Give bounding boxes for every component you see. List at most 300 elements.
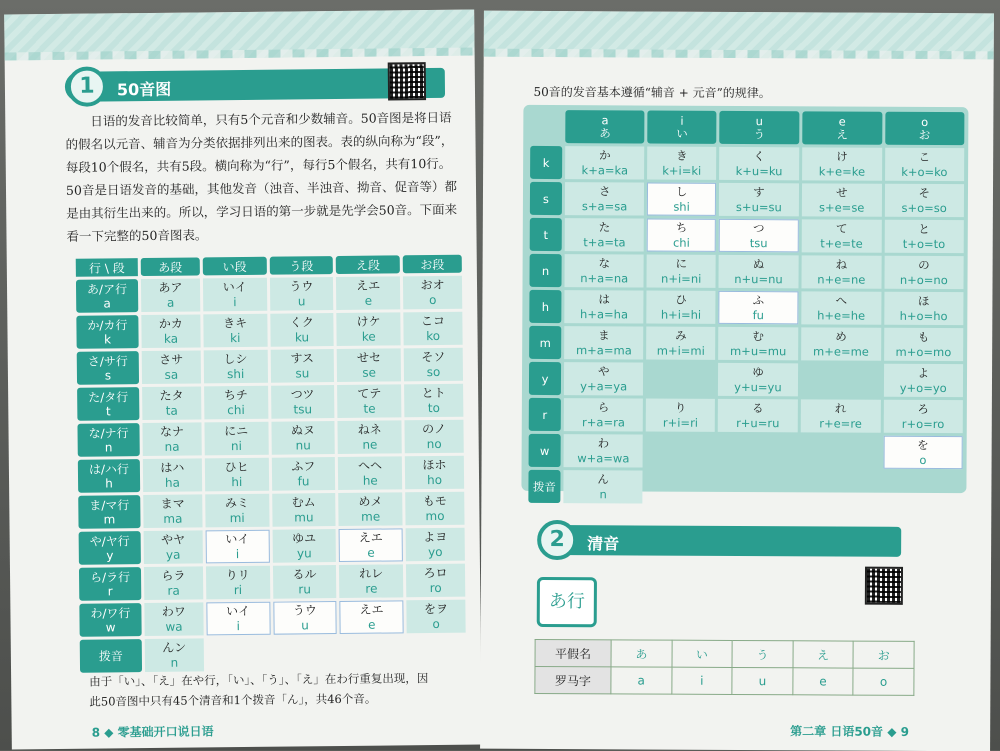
paragraph-line: 是由其衍生出来的。所以，学习日语的第一步就是先学会50音。下面来 — [66, 201, 458, 221]
kana-text: にニ — [224, 423, 249, 438]
table-row — [77, 348, 463, 385]
top-band — [484, 11, 994, 60]
kana-cell — [404, 384, 463, 418]
kana-text: な — [598, 255, 611, 270]
kana-cell — [339, 492, 403, 526]
paragraph-line: 日语的发音比较简单，只有5个元音和少数辅音。50音图是将日语 — [90, 109, 452, 129]
kana-text: す — [753, 184, 765, 199]
romaji-text: u — [301, 617, 309, 632]
kana-text: もモ — [422, 493, 447, 508]
kana-cell — [564, 290, 644, 323]
kana-cell — [144, 602, 203, 636]
romaji-text: e — [367, 545, 375, 560]
kana-cell — [802, 255, 882, 288]
value-cell: お — [853, 641, 914, 668]
romaji-formula: s+u=su — [735, 199, 782, 214]
vowel-kana: い — [676, 126, 688, 141]
romaji-formula: m+o=mo — [895, 344, 952, 359]
romaji-text: no — [426, 436, 442, 451]
kana-text: まマ — [160, 496, 185, 511]
romaji-text: chi — [227, 402, 245, 417]
romaji-formula: shi — [673, 199, 690, 214]
row-header-consonant: a — [103, 295, 111, 310]
consonant-header: t — [530, 218, 562, 251]
row-header-label: や/ヤ行 — [89, 533, 130, 549]
kana-text: て — [835, 221, 848, 236]
romaji-text: re — [365, 581, 378, 596]
kana-cell — [203, 314, 267, 348]
table-row — [79, 528, 465, 565]
vowel-kana: お — [918, 127, 931, 142]
footnote-line: 由于「い」、「え」在や行，「い」、「う」、「え」在わ行重复出现，因 — [89, 671, 429, 689]
romaji-text: te — [363, 401, 376, 416]
table-row — [79, 600, 465, 637]
romaji-text: a — [166, 295, 175, 310]
kana-text: えエ — [359, 602, 384, 617]
kana-cell — [564, 434, 644, 467]
kana-text: のノ — [421, 421, 447, 436]
qr-code-icon[interactable] — [388, 62, 426, 100]
row-header-label: た/タ行 — [88, 389, 129, 405]
romaji-text: ki — [230, 330, 241, 345]
value-cell: a — [611, 667, 672, 694]
kana-cell — [270, 277, 334, 311]
row-header-consonant: w — [105, 619, 116, 634]
romaji-text: ku — [294, 329, 310, 344]
romaji-text: se — [362, 365, 377, 380]
romaji-text: ha — [164, 475, 181, 490]
kana-text: か — [599, 147, 611, 162]
kana-cell — [205, 494, 269, 528]
row-header-label: ら/ラ行 — [89, 569, 131, 585]
kana-text: せセ — [356, 350, 382, 365]
romaji-text: mi — [229, 510, 245, 525]
kana-cell — [405, 420, 464, 454]
kana-cell — [884, 292, 964, 325]
paragraph-line: 50音是日语发音的基础，其他发音（浊音、半浊音、拗音、促音等）都 — [65, 178, 457, 198]
kana-cell — [647, 183, 716, 216]
value-cell: え — [793, 641, 854, 668]
left-page — [4, 10, 482, 750]
section-number: 1 — [67, 66, 107, 106]
kana-cell — [719, 147, 799, 180]
section-title: 50音图 — [116, 79, 172, 100]
kana-text: んン — [162, 640, 187, 655]
kana-cell — [142, 386, 201, 420]
row-header — [79, 567, 141, 601]
romaji-text: mu — [294, 509, 314, 524]
row-header-label: は/ハ行 — [88, 461, 130, 477]
romaji-formula: fu — [752, 307, 765, 322]
kana-text: を — [917, 437, 929, 452]
romaji-formula: h+o=ho — [899, 308, 948, 323]
table-header-row — [530, 110, 964, 145]
romaji-text: ni — [230, 438, 242, 453]
table-row — [78, 456, 464, 493]
kana-cell — [884, 220, 964, 253]
vowel-header — [565, 110, 645, 143]
kana-cell — [718, 327, 798, 360]
row-header — [77, 387, 139, 421]
kana-cell — [406, 564, 465, 598]
row-header-consonant: h — [105, 475, 113, 490]
row-header-label: か/カ行 — [87, 317, 128, 333]
kana-cell — [647, 291, 716, 324]
kana-text: むム — [291, 494, 316, 509]
romaji-formula: m+a=ma — [575, 342, 632, 357]
romaji-text: ka — [163, 331, 179, 346]
kana-cell — [565, 182, 645, 215]
kana-cell — [144, 566, 203, 600]
kana-cell — [204, 386, 268, 420]
kana-cell — [647, 219, 716, 252]
intro-line: 50音的发音基本遵循“辅音 + 元音”的规律。 — [533, 84, 771, 101]
row-header-consonant: k — [104, 331, 112, 346]
kana-text: ん — [597, 471, 609, 486]
table-row — [76, 312, 462, 349]
kana-cell — [647, 327, 716, 360]
romaji-text: to — [427, 400, 440, 415]
row-header-consonant: t — [105, 403, 111, 418]
kana-text: くク — [289, 314, 314, 330]
kana-cell — [407, 636, 466, 670]
row-header — [80, 639, 142, 673]
romaji-formula: t+a=ta — [583, 234, 626, 249]
romaji-formula: t+e=te — [820, 235, 863, 251]
kana-text: や — [597, 363, 610, 378]
value-cell: e — [793, 668, 854, 695]
romaji-text: ne — [362, 437, 378, 452]
romaji-formula: r+i=ri — [662, 415, 699, 430]
kana-cell — [337, 384, 401, 418]
kana-text: とト — [421, 385, 446, 400]
kana-text: をヲ — [423, 601, 449, 616]
kana-cell — [143, 458, 202, 492]
romaji-formula: y+a=ya — [580, 378, 628, 393]
table-row — [77, 384, 463, 421]
romaji-text: tsu — [293, 401, 313, 416]
kana-cell — [563, 470, 643, 503]
row-header-label: 拨音 — [98, 648, 123, 664]
romaji-text: fu — [297, 473, 310, 488]
kana-cell — [802, 183, 882, 216]
romaji-text: mo — [425, 508, 445, 523]
kana-text: へヘ — [358, 458, 383, 473]
kana-text: たタ — [159, 388, 184, 403]
corner-cell — [530, 110, 562, 143]
kana-cell — [801, 291, 881, 324]
kana-text: た — [598, 219, 611, 234]
vowel-header — [885, 112, 965, 145]
kana-cell — [564, 254, 644, 287]
kana-text: め — [835, 329, 847, 344]
romaji-text: su — [295, 365, 310, 380]
table-row — [529, 434, 963, 469]
consonant-header: s — [530, 182, 562, 215]
kana-text: おオ — [420, 277, 445, 292]
kana-text: ぬ — [752, 256, 765, 271]
column-header: お段 — [403, 255, 462, 274]
romaji-text: ya — [165, 547, 181, 562]
romaji-formula: r+o=ro — [901, 416, 945, 431]
table-row — [78, 492, 464, 529]
right-page — [480, 11, 994, 751]
romaji-formula: r+e=re — [819, 415, 862, 431]
row-header-consonant: y — [106, 547, 114, 562]
footnote — [89, 668, 459, 712]
kana-cell — [717, 435, 797, 468]
kana-text: ひヒ — [224, 459, 249, 474]
vowel-kana: う — [753, 126, 766, 141]
kana-cell — [204, 422, 268, 456]
consonant-header: n — [529, 254, 561, 287]
row-header — [78, 495, 140, 529]
table-row — [530, 146, 964, 181]
kana-text: こコ — [420, 313, 446, 328]
romaji-formula: y+o=yo — [899, 380, 947, 395]
kana-text: け — [836, 149, 848, 164]
romaji-formula: h+i=hi — [660, 307, 702, 322]
consonant-vowel-table — [525, 107, 967, 508]
kana-cell — [141, 278, 200, 312]
table-row — [529, 254, 963, 289]
kana-cell — [801, 435, 881, 468]
kana-text: みミ — [224, 495, 250, 510]
kana-text: りリ — [225, 567, 250, 582]
kana-text: ち — [675, 220, 688, 235]
kana-cell — [273, 565, 337, 599]
kana-cell — [719, 183, 799, 216]
romaji-formula: h+e=he — [817, 307, 866, 323]
consonant-header: m — [529, 326, 561, 359]
kana-text: む — [752, 328, 764, 343]
kana-cell — [337, 312, 401, 346]
romaji-row — [535, 666, 914, 695]
kana-cell — [564, 398, 644, 431]
table-header-row — [76, 255, 462, 277]
table-row — [76, 276, 462, 313]
kana-text: てテ — [357, 386, 382, 401]
kana-cell — [207, 638, 271, 672]
row-header-label: あ/ア行 — [86, 281, 128, 297]
table-row — [529, 326, 963, 361]
row-label: 平假名 — [535, 639, 611, 666]
romaji-formula: t+o=to — [902, 236, 946, 251]
value-cell: う — [732, 640, 793, 667]
kana-text: わワ — [161, 604, 186, 619]
kana-cell — [203, 278, 267, 312]
column-header: う段 — [269, 256, 333, 275]
row-header-consonant: r — [107, 583, 113, 598]
paragraph-line: 看一下完整的50音图表。 — [66, 227, 208, 244]
vowel-header — [719, 111, 799, 144]
kana-text: さサ — [159, 352, 184, 367]
kana-cell — [339, 564, 403, 598]
kana-cell — [270, 349, 334, 383]
romaji-formula: o — [919, 452, 927, 467]
consonant-header: k — [530, 146, 562, 179]
romaji-formula: k+e=ke — [818, 163, 866, 179]
kana-cell — [145, 638, 204, 672]
romaji-text: i — [236, 618, 241, 633]
kana-text: れ — [834, 401, 847, 416]
value-cell: o — [853, 668, 914, 695]
value-cell: い — [672, 640, 733, 667]
kana-text: り — [674, 400, 687, 415]
romaji-text: e — [364, 293, 373, 308]
section-title: 清音 — [587, 534, 620, 554]
kana-cell — [336, 276, 400, 310]
romaji-text: ta — [165, 403, 178, 418]
kana-text: ね — [835, 257, 848, 272]
row-header — [76, 279, 138, 313]
page-footer: 第二章 日语50音 ◆ 9 — [790, 724, 910, 739]
romaji-formula: n+a=na — [580, 270, 629, 285]
kana-text: れレ — [359, 566, 384, 581]
romaji-formula: m+i=mi — [656, 343, 705, 358]
table-row — [530, 218, 964, 253]
kana-cell — [204, 350, 268, 384]
row-header — [76, 315, 138, 349]
kana-text: ろ — [917, 401, 929, 416]
kana-cell — [405, 456, 464, 490]
kana-text: ほ — [917, 293, 930, 308]
romaji-formula: n+o=no — [899, 272, 948, 287]
kana-text: いイ — [222, 279, 247, 294]
romaji-text: na — [164, 439, 180, 454]
section-number: 2 — [537, 520, 577, 560]
consonant-header: w — [529, 434, 561, 467]
vowel-kana: え — [836, 127, 848, 142]
kana-text: きキ — [223, 315, 248, 330]
kana-text: る — [752, 400, 764, 415]
table-row — [80, 636, 466, 673]
kana-cell — [205, 458, 269, 492]
kana-cell — [646, 471, 715, 504]
kana-cell — [717, 471, 797, 504]
kana-text: はハ — [160, 460, 185, 475]
row-header-consonant: n — [104, 439, 113, 454]
kana-text: なナ — [159, 424, 185, 439]
value-cell: あ — [611, 640, 672, 667]
paragraph-line: 的假名以元音、辅音为分类依据排列出来的图表。表的纵向称为“段”， — [65, 132, 454, 152]
romaji-formula: r+a=ra — [582, 414, 625, 429]
romaji-text: wa — [165, 619, 183, 634]
table-row — [529, 290, 963, 325]
romaji-text: ra — [167, 583, 180, 598]
kana-cell — [205, 530, 269, 564]
row-header — [78, 459, 140, 493]
kana-text: らラ — [161, 568, 186, 583]
kana-text: ひ — [675, 292, 687, 307]
romaji-formula: r+u=ru — [736, 415, 780, 430]
kana-cell — [884, 328, 964, 361]
kana-cell — [405, 492, 464, 526]
row-header — [77, 423, 139, 457]
kana-text: やヤ — [161, 532, 186, 547]
vowel-romaji: a — [601, 112, 609, 127]
kana-text: ちチ — [223, 387, 248, 402]
kana-text: ふ — [752, 292, 765, 307]
romaji-text: e — [368, 617, 376, 632]
intro-paragraph — [65, 106, 466, 248]
table-row — [530, 182, 964, 217]
qr-code-icon[interactable] — [865, 567, 903, 605]
romaji-formula: n+u=nu — [734, 271, 783, 286]
kana-text: と — [918, 221, 930, 236]
kana-cell — [801, 399, 881, 432]
romaji-text: ru — [298, 581, 312, 596]
romaji-text: sa — [164, 367, 179, 382]
kana-cell — [403, 312, 462, 346]
row-header-label: な/ナ行 — [88, 425, 129, 441]
kana-cell — [406, 528, 465, 562]
kana-cell — [273, 601, 337, 635]
kana-text: いイ — [225, 531, 250, 546]
kana-cell — [564, 326, 644, 359]
top-band — [4, 10, 474, 61]
table-row — [529, 398, 963, 433]
romaji-formula: chi — [672, 235, 690, 250]
kana-text: ゆ — [752, 364, 764, 379]
paragraph-line: 每段10个假名，共有5段。横向称为“行”，每行5个假名，共有10行。 — [65, 155, 452, 175]
column-header: え段 — [336, 255, 400, 274]
kana-cell — [802, 219, 882, 252]
kana-cell — [883, 364, 963, 397]
kana-cell — [141, 314, 200, 348]
kana-text: つ — [752, 220, 765, 235]
kana-text: めメ — [358, 494, 383, 509]
kana-text: るル — [292, 566, 317, 581]
vowel-header — [802, 111, 882, 144]
romaji-text: shi — [226, 366, 245, 381]
column-header: い段 — [203, 257, 267, 276]
kana-cell — [142, 350, 201, 384]
kana-text: あア — [158, 280, 183, 295]
column-header: あ段 — [141, 257, 200, 276]
romaji-formula: m+u=mu — [729, 343, 787, 358]
kana-cell — [271, 457, 335, 491]
row-header-label: さ/サ行 — [87, 353, 128, 369]
value-cell: i — [671, 667, 732, 694]
row-header — [79, 531, 141, 565]
kana-cell — [802, 147, 882, 180]
kana-cell — [718, 363, 798, 396]
kana-text: の — [918, 257, 930, 272]
kana-text: すス — [290, 350, 315, 366]
romaji-text: me — [361, 509, 381, 524]
kana-cell — [719, 219, 799, 252]
kana-cell — [143, 494, 202, 528]
kana-cell — [403, 276, 462, 310]
row-header-label: ま/マ行 — [89, 497, 130, 513]
vowel-kana: あ — [599, 125, 611, 140]
kana-cell — [565, 218, 645, 251]
romaji-text: so — [426, 364, 441, 379]
romaji-formula: s+e=se — [818, 199, 865, 215]
kana-cell — [338, 420, 402, 454]
kana-cell — [404, 348, 463, 382]
table-row — [529, 362, 963, 397]
kana-text: ねネ — [357, 422, 382, 437]
kana-text: うウ — [289, 278, 314, 294]
kana-cell — [801, 327, 881, 360]
hiragana-row — [535, 639, 914, 668]
kana-cell — [646, 399, 715, 432]
kana-cell — [883, 400, 963, 433]
kana-cell — [272, 493, 336, 527]
kana-text: ぬヌ — [290, 422, 316, 437]
